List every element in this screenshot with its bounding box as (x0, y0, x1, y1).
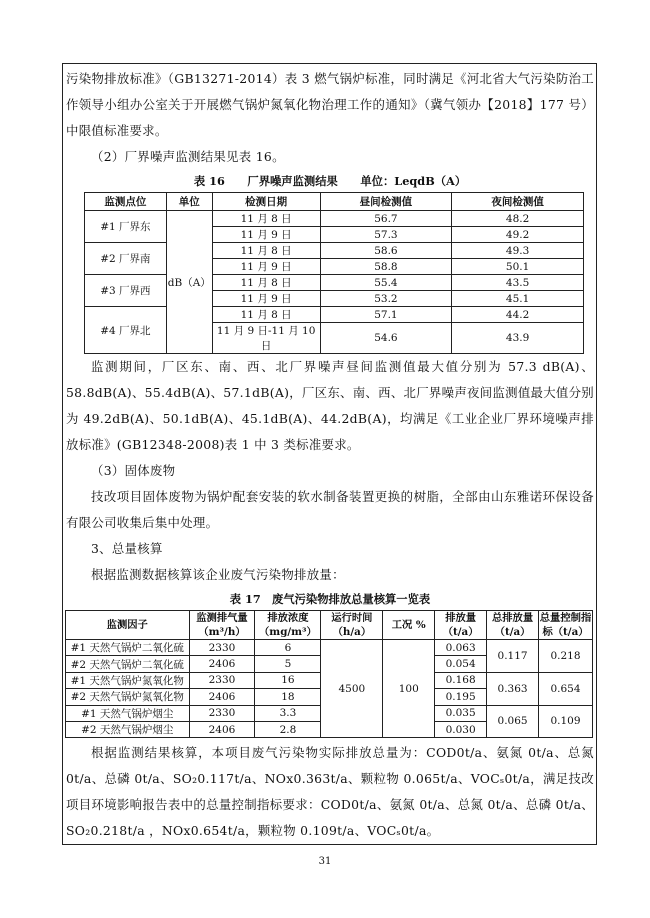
table16-header: 夜间检测值 (452, 193, 584, 211)
page-number: 31 (318, 856, 332, 867)
emission-total-table (65, 610, 593, 738)
table-row: #1 天然气锅炉烟尘 2330 3.3 0.035 0.065 0.109 (66, 705, 593, 721)
table17-header: 监测因子 (66, 611, 190, 640)
table-row: 11 月 9 日-11 月 10 日 54.6 43.9 (85, 323, 584, 354)
noise-table (84, 192, 584, 354)
page-content (66, 66, 594, 844)
table17-header: 排放浓度（mg/m³） (255, 611, 321, 640)
table17-header: 运行时间（h/a） (321, 611, 383, 640)
table-row: #4 厂界北 11 月 8 日 57.1 44.2 (85, 307, 584, 323)
paragraph-solid-waste-heading: （3）固体废物 (91, 463, 176, 478)
table17-header: 监测排气量（m³/h） (189, 611, 255, 640)
table-row: 11 月 9 日 58.8 50.1 (85, 259, 584, 275)
paragraph-standard: 污染物排放标准》（GB13271-2014）表 3 燃气锅炉标准，同时满足《河北省大气污染防治工作领导小组办公室关于开展燃气锅炉氮氧化物治理工作的通知》（冀气领办【2018】177 号）中限值标准要求。 (66, 71, 594, 138)
table-row: 11 月 9 日 57.3 49.2 (85, 227, 584, 243)
table17-header: 总排放量（t/a） (487, 611, 539, 640)
table17-header: 总量控制指标（t/a） (539, 612, 592, 638)
table-row: #2 天然气锅炉二氧化硫 2406 5 0.054 (66, 656, 593, 672)
paragraph-solid-waste: 技改项目固体废物为锅炉配套安装的软水制备装置更换的树脂，全部由山东雅诺环保设备有限公司收集后集中处理。 (66, 489, 594, 530)
table-row: 11 月 9 日 53.2 45.1 (85, 291, 584, 307)
runtime-cell: 4500 (321, 640, 383, 738)
condition-cell: 100 (383, 640, 435, 738)
table-row: #2 厂界南 11 月 8 日 58.6 49.3 (85, 243, 584, 259)
table16-header: 监测点位 (85, 193, 167, 211)
table16-caption: 表 16 厂界噪声监测结果 单位：LeqdB（A） (193, 174, 467, 188)
table16-header: 检测日期 (212, 193, 320, 211)
paragraph-noise-result: 监测期间，厂区东、南、西、北厂界噪声昼间监测值最大值分别为 57.3 dB(A)、58.8dB(A)、55.4dB(A)、57.1dB(A)，厂区东、南、西、北厂界噪声夜间监测值最大值分别为 49.2dB(A)、50.1dB(A)、45.1dB(A)、44.2dB(A)，均满足《工业企业厂界环境噪声排放标准》(GB12348-2008)表 1 中 3 类标准要求。 (66, 359, 594, 452)
table-row: #1 天然气锅炉氮氧化物 2330 16 0.168 0.363 0.654 (66, 672, 593, 688)
table16-header: 单位 (166, 193, 212, 211)
paragraph-total-heading: 3、总量核算 (91, 541, 163, 556)
table-row: #2 天然气锅炉氮氧化物 2406 18 0.195 (66, 689, 593, 705)
table17-header: 工况 % (383, 611, 435, 640)
table-row: #3 厂界西 11 月 8 日 55.4 43.5 (85, 275, 584, 291)
table-row: #1 厂界东 dB（A） 11 月 8 日 56.7 48.2 (85, 211, 584, 227)
paragraph-noise-intro: （2）厂界噪声监测结果见表 16。 (91, 149, 285, 164)
paragraph-total-result: 根据监测结果核算，本项目废气污染物实际排放总量为：COD0t/a、氨氮 0t/a、总氮 0t/a、总磷 0t/a、SO₂0.117t/a、NOx0.363t/a、颗粒物 0.065t/a、VOCₛ0t/a，满足技改项目环境影响报告表中的总量控制指标要求：COD0t/a、氨氮 0t/a、总氮 0t/a、总磷 0t/a、SO₂0.218t/a ，NOx0.654t/a，颗粒物 0.109t/a、VOCₛ0t/a。 (66, 745, 594, 839)
table16-header: 昼间检测值 (320, 193, 452, 211)
table-row: #1 天然气锅炉二氧化硫 2330 6 4500 100 0.063 0.117 0.218 (66, 640, 593, 656)
table-row: #2 天然气锅炉烟尘 2406 2.8 0.030 (66, 721, 593, 737)
unit-cell: dB（A） (166, 211, 212, 354)
table17-caption: 表 17 废气污染物排放总量核算一览表 (229, 592, 431, 606)
table17-header: 排放量（t/a） (435, 611, 487, 640)
paragraph-total-intro: 根据监测数据核算该企业废气污染物排放量： (91, 567, 345, 582)
